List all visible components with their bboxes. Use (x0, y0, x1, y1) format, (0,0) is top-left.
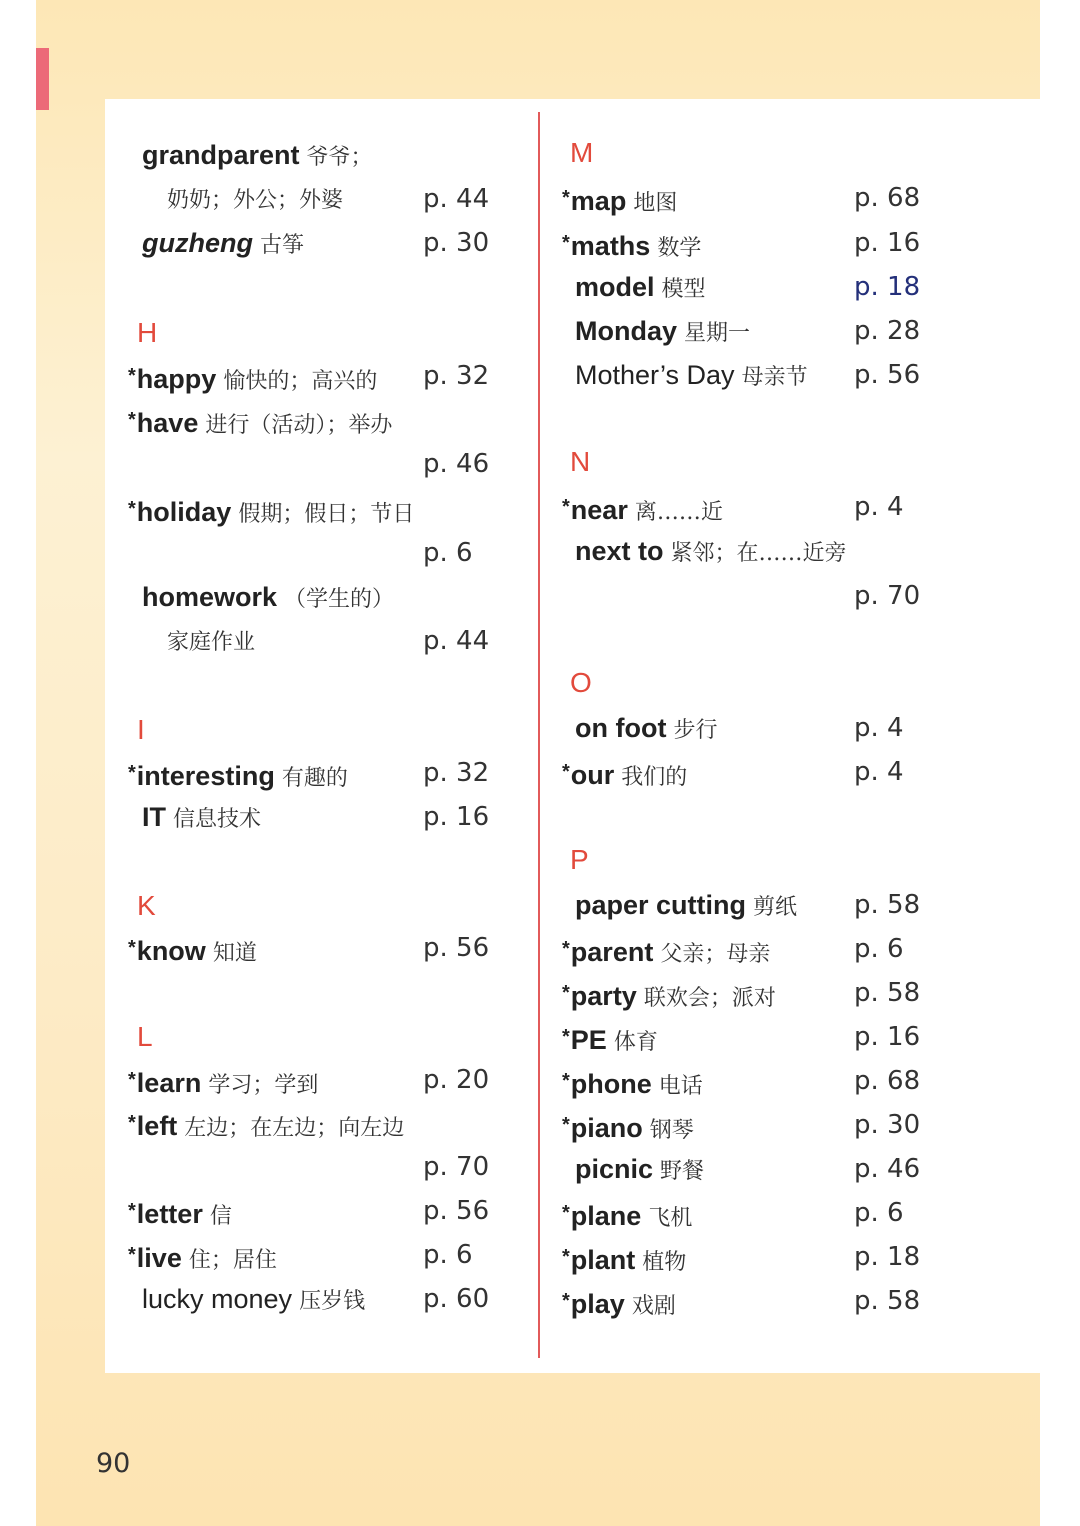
entry-word: learn (136, 1068, 202, 1098)
page-reference: p. 68 (854, 1066, 921, 1096)
section-letter: P (570, 844, 589, 875)
entry-word: have (136, 408, 199, 438)
entry-meaning: 紧邻；在……近旁 (670, 541, 847, 566)
key-word-star: * (562, 938, 570, 960)
glossary-entry (575, 708, 717, 748)
key-word-star: * (128, 365, 136, 387)
page-reference: p. 56 (423, 1196, 490, 1226)
page-number: 90 (96, 1448, 131, 1479)
entry-meaning: 我们的 (621, 765, 688, 790)
glossary-entry (562, 752, 687, 792)
entry-word: letter (136, 1199, 203, 1229)
section-letter: I (137, 714, 145, 745)
glossary-entry (128, 356, 377, 396)
key-word-star: * (128, 1069, 136, 1091)
key-word-star: * (128, 1200, 136, 1222)
page-reference: p. 20 (423, 1065, 490, 1095)
entry-word: parent (570, 937, 654, 967)
entry-continuation (167, 179, 343, 219)
section-letter: O (570, 667, 592, 698)
glossary-entry (575, 885, 797, 925)
glossary-entry (142, 1279, 365, 1319)
glossary-entry (562, 1017, 658, 1057)
glossary-entry (562, 1061, 703, 1101)
key-word-star: * (562, 1290, 570, 1312)
glossary-entry (142, 135, 373, 175)
entry-meaning: 母亲节 (741, 365, 808, 390)
glossary-entry (562, 1281, 676, 1321)
page-reference: p. 46 (423, 449, 490, 479)
entry-word: model (575, 272, 655, 302)
glossary-entry (575, 1149, 704, 1189)
key-word-star: * (128, 762, 136, 784)
column-divider (538, 112, 540, 1358)
entry-word: Monday (575, 316, 678, 346)
entry-meaning: 野餐 (660, 1159, 705, 1184)
key-word-star: * (562, 1246, 570, 1268)
entry-word: party (570, 981, 637, 1011)
entry-meaning: 压岁钱 (299, 1289, 366, 1314)
entry-word: near (570, 495, 628, 525)
entry-word: play (570, 1289, 625, 1319)
page-reference: p. 70 (854, 581, 921, 611)
page-reference: p. 6 (854, 934, 904, 964)
entry-meaning: 爷爷； (306, 145, 373, 170)
page-reference: p. 58 (854, 890, 921, 920)
key-word-star: * (128, 1244, 136, 1266)
entry-word: homework (142, 582, 278, 612)
glossary-entry (128, 928, 257, 968)
key-word-star: * (562, 232, 570, 254)
glossary-entry (128, 400, 392, 440)
section-letter: L (137, 1021, 153, 1052)
glossary-entry (562, 223, 701, 263)
entry-meaning: 信 (209, 1204, 232, 1229)
entry-meaning: 信息技术 (173, 807, 262, 832)
entry-word: paper cutting (575, 890, 747, 920)
key-word-star: * (562, 1202, 570, 1224)
glossary-entry (142, 577, 394, 617)
entry-meaning: 愉快的；高兴的 (223, 369, 378, 394)
entry-meaning: 体育 (613, 1030, 658, 1055)
glossary-entry (575, 311, 750, 351)
page-reference: p. 4 (854, 492, 904, 522)
key-word-star: * (562, 496, 570, 518)
entry-meaning: 假期；假日；节日 (238, 502, 415, 527)
key-word-star: * (128, 498, 136, 520)
entry-word: Mother’s Day (575, 360, 735, 390)
glossary-entry (562, 487, 723, 527)
section-letter: M (570, 137, 594, 168)
glossary-entry (128, 1235, 277, 1275)
glossary-entry (575, 355, 808, 395)
entry-meaning: 奶奶；外公；外婆 (167, 188, 344, 213)
entry-meaning: 知道 (212, 941, 257, 966)
page-reference: p. 70 (423, 1152, 490, 1182)
page-reference: p. 4 (854, 757, 904, 787)
entry-meaning: （学生的） (284, 587, 395, 612)
entry-word: plane (570, 1201, 642, 1231)
entry-word: maths (570, 231, 651, 261)
key-word-star: * (562, 1026, 570, 1048)
entry-word: plant (570, 1245, 636, 1275)
section-letter: H (137, 317, 158, 348)
entry-meaning: 联欢会；派对 (643, 986, 776, 1011)
key-word-star: * (562, 761, 570, 783)
key-word-star: * (562, 1070, 570, 1092)
entry-meaning: 古筝 (259, 233, 304, 258)
key-word-star: * (128, 937, 136, 959)
entry-meaning: 离……近 (634, 500, 723, 525)
page-reference: p. 68 (854, 183, 921, 213)
page-reference: p. 4 (854, 713, 904, 743)
entry-meaning: 家庭作业 (167, 630, 256, 655)
entry-continuation (167, 621, 255, 661)
page-reference: p. 16 (423, 802, 490, 832)
glossary-entry (562, 1193, 692, 1233)
entry-word: left (136, 1111, 178, 1141)
glossary-entry (575, 267, 706, 307)
page-reference: p. 28 (854, 316, 921, 346)
page-reference: p. 30 (854, 1110, 921, 1140)
page-reference: p. 58 (854, 978, 921, 1008)
page-reference: p. 6 (423, 1240, 473, 1270)
entry-word: our (570, 760, 615, 790)
glossary-entry (562, 1237, 686, 1277)
page-reference: p. 18 (854, 272, 921, 302)
glossary-entry (128, 753, 348, 793)
page-reference: p. 6 (423, 538, 473, 568)
page-reference: p. 18 (854, 1242, 921, 1272)
entry-meaning: 左边；在左边；向左边 (184, 1116, 405, 1141)
entry-word: picnic (575, 1154, 654, 1184)
entry-word: interesting (136, 761, 275, 791)
page-reference: p. 56 (423, 933, 490, 963)
key-word-star: * (128, 409, 136, 431)
glossary-entry (562, 929, 770, 969)
section-letter: N (570, 446, 591, 477)
page-reference: p. 56 (854, 360, 921, 390)
entry-meaning: 学习；学到 (208, 1073, 319, 1098)
page-reference: p. 32 (423, 758, 490, 788)
entry-word: PE (570, 1025, 607, 1055)
entry-word: lucky money (142, 1284, 293, 1314)
key-word-star: * (128, 1112, 136, 1134)
glossary-entry (128, 489, 414, 529)
entry-word: map (570, 186, 627, 216)
entry-meaning: 数学 (657, 236, 702, 261)
key-word-star: * (562, 982, 570, 1004)
page-reference: p. 44 (423, 626, 490, 656)
entry-word: piano (570, 1113, 643, 1143)
entry-meaning: 钢琴 (649, 1118, 694, 1143)
glossary-entry (562, 178, 677, 218)
entry-meaning: 父亲；母亲 (660, 942, 771, 967)
entry-word: know (136, 936, 206, 966)
glossary-entry (142, 797, 261, 837)
entry-meaning: 步行 (673, 718, 718, 743)
page-reference: p. 46 (854, 1154, 921, 1184)
entry-meaning: 电话 (658, 1074, 703, 1099)
entry-meaning: 进行（活动）；举办 (205, 413, 393, 438)
entry-meaning: 有趣的 (281, 766, 348, 791)
section-letter: K (137, 890, 156, 921)
entry-word: holiday (136, 497, 232, 527)
key-word-star: * (562, 187, 570, 209)
page-reference: p. 32 (423, 361, 490, 391)
page-reference: p. 58 (854, 1286, 921, 1316)
entry-word: IT (142, 802, 166, 832)
entry-word: guzheng (142, 228, 253, 258)
entry-meaning: 植物 (642, 1250, 687, 1275)
entry-word: happy (136, 364, 217, 394)
glossary-entry (575, 531, 847, 571)
glossary-entry (562, 1105, 694, 1145)
entry-meaning: 模型 (661, 277, 706, 302)
entry-meaning: 飞机 (648, 1206, 693, 1231)
page-reference: p. 30 (423, 228, 490, 258)
glossary-entry (142, 223, 304, 263)
glossary-entry (128, 1060, 318, 1100)
page-reference: p. 16 (854, 1022, 921, 1052)
entry-word: grandparent (142, 140, 300, 170)
page-reference: p. 16 (854, 228, 921, 258)
glossary-entry (128, 1103, 404, 1143)
entry-meaning: 星期一 (684, 321, 751, 346)
entry-meaning: 剪纸 (753, 895, 798, 920)
glossary-entry (128, 1191, 232, 1231)
entry-word: live (136, 1243, 182, 1273)
entry-word: phone (570, 1069, 652, 1099)
page-reference: p. 6 (854, 1198, 904, 1228)
entry-word: on foot (575, 713, 667, 743)
page-reference: p. 60 (423, 1284, 490, 1314)
entry-word: next to (575, 536, 664, 566)
page-reference: p. 44 (423, 184, 490, 214)
entry-meaning: 戏剧 (631, 1294, 676, 1319)
glossary-entry (562, 973, 776, 1013)
entry-meaning: 住；居住 (188, 1248, 277, 1273)
entry-meaning: 地图 (633, 191, 678, 216)
key-word-star: * (562, 1114, 570, 1136)
page-edge-tab (36, 48, 49, 110)
